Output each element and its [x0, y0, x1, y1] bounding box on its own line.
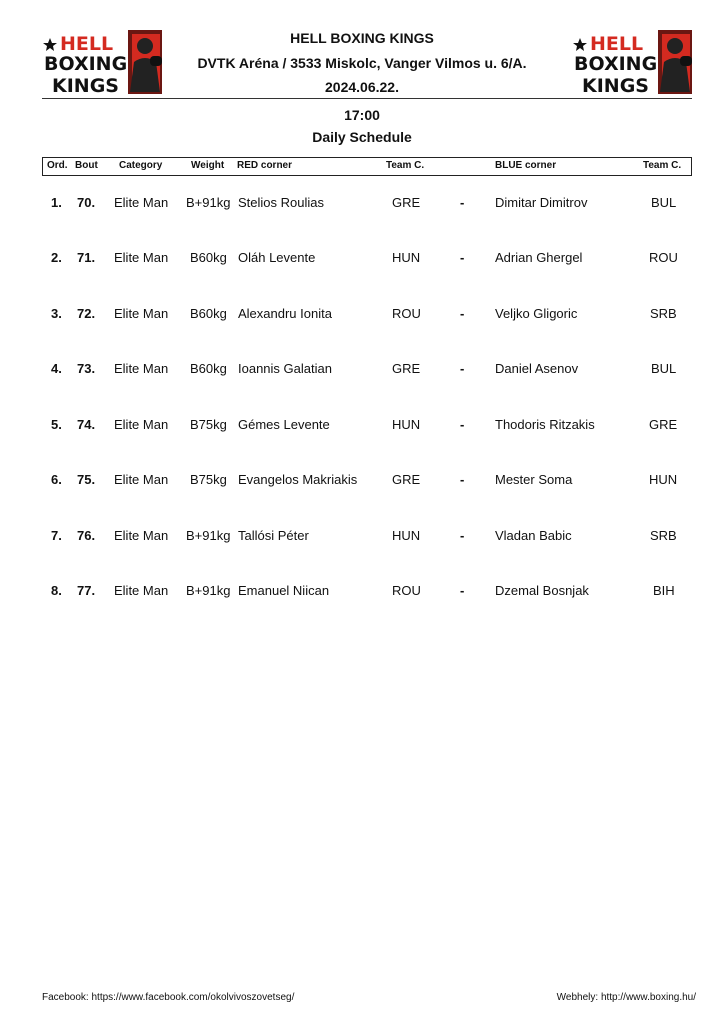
row-ord: 4. [51, 361, 62, 376]
svg-text:HELL: HELL [590, 33, 644, 55]
col-blue-corner: BLUE corner [495, 160, 557, 171]
row-red-boxer: Evangelos Makriakis [238, 472, 358, 487]
row-category: Elite Man [114, 528, 169, 543]
row-weight: B+91kg [186, 528, 231, 543]
row-separator: - [460, 417, 465, 432]
row-category: Elite Man [114, 306, 169, 321]
row-separator: - [460, 528, 465, 543]
row-separator: - [460, 472, 465, 487]
svg-text:BOXING: BOXING [44, 53, 128, 75]
row-bout: 73. [77, 361, 96, 376]
row-blue-boxer: Thodoris Ritzakis [495, 417, 595, 432]
start-time: 17:00 [344, 107, 380, 123]
row-red-boxer: Stelios Roulias [238, 195, 324, 210]
row-weight: B60kg [190, 306, 227, 321]
footer-website-link[interactable]: Webhely: http://www.boxing.hu/ [556, 992, 696, 1003]
row-red-team: HUN [392, 528, 421, 543]
row-separator: - [460, 250, 465, 265]
row-red-boxer: Oláh Levente [238, 250, 316, 265]
row-blue-boxer: Adrian Ghergel [495, 250, 583, 265]
row-bout: 75. [77, 472, 96, 487]
row-blue-boxer: Mester Soma [495, 472, 573, 487]
row-red-team: GRE [392, 195, 421, 210]
row-ord: 3. [51, 306, 62, 321]
row-ord: 8. [51, 583, 62, 598]
svg-text:BOXING: BOXING [574, 53, 658, 75]
row-red-boxer: Tallósi Péter [238, 528, 309, 543]
table-header [42, 157, 692, 176]
row-ord: 7. [51, 528, 62, 543]
event-date: 2024.06.22. [325, 79, 399, 95]
row-blue-team: BUL [651, 195, 677, 210]
row-blue-boxer: Dimitar Dimitrov [495, 195, 588, 210]
row-blue-boxer: Daniel Asenov [495, 361, 579, 376]
col-bout: Bout [75, 160, 98, 171]
row-blue-boxer: Veljko Gligoric [495, 306, 578, 321]
svg-text:HELL: HELL [60, 33, 114, 55]
col-weight: Weight [191, 160, 225, 171]
svg-text:KINGS: KINGS [582, 75, 649, 96]
event-title: HELL BOXING KINGS [290, 30, 434, 46]
row-bout: 72. [77, 306, 96, 321]
venue-address: DVTK Aréna / 3533 Miskolc, Vanger Vilmos u. 6/A. [197, 55, 527, 71]
col-category: Category [119, 160, 163, 171]
row-red-boxer: Emanuel Niican [238, 583, 330, 598]
row-weight: B60kg [190, 250, 227, 265]
row-blue-team: SRB [650, 528, 677, 543]
row-bout: 70. [77, 195, 96, 210]
row-blue-boxer: Dzemal Bosnjak [495, 583, 589, 598]
col-team-red: Team C. [386, 160, 425, 171]
row-blue-team: ROU [649, 250, 678, 265]
row-red-team: GRE [392, 361, 421, 376]
table-row [0, 306, 724, 324]
row-category: Elite Man [114, 250, 169, 265]
row-bout: 77. [77, 583, 96, 598]
row-weight: B60kg [190, 361, 227, 376]
row-weight: B+91kg [186, 583, 231, 598]
table-row [0, 528, 724, 546]
schedule-title: Daily Schedule [312, 129, 412, 145]
row-category: Elite Man [114, 472, 169, 487]
row-weight: B75kg [190, 472, 227, 487]
footer-facebook-link[interactable]: Facebook: https://www.facebook.com/okolvivoszovetseg/ [42, 992, 295, 1003]
row-ord: 2. [51, 250, 62, 265]
row-bout: 71. [77, 250, 96, 265]
table-row [0, 195, 724, 213]
col-ord: Ord. [47, 160, 68, 171]
row-blue-team: SRB [650, 306, 677, 321]
header-divider [42, 98, 692, 99]
row-ord: 6. [51, 472, 62, 487]
row-category: Elite Man [114, 195, 169, 210]
col-red-corner: RED corner [237, 160, 293, 171]
row-blue-team: BUL [651, 361, 677, 376]
table-row [0, 472, 724, 490]
col-team-blue: Team C. [643, 160, 682, 171]
row-bout: 76. [77, 528, 96, 543]
row-blue-boxer: Vladan Babic [495, 528, 572, 543]
row-bout: 74. [77, 417, 96, 432]
table-row [0, 417, 724, 435]
row-separator: - [460, 306, 465, 321]
row-category: Elite Man [114, 417, 169, 432]
row-red-boxer: Alexandru Ionita [238, 306, 332, 321]
row-separator: - [460, 583, 465, 598]
row-ord: 5. [51, 417, 62, 432]
row-category: Elite Man [114, 583, 169, 598]
row-separator: - [460, 195, 465, 210]
row-category: Elite Man [114, 361, 169, 376]
row-red-team: GRE [392, 472, 421, 487]
hell-boxing-kings-logo-right [572, 28, 694, 96]
table-row [0, 583, 724, 601]
row-red-team: HUN [392, 417, 421, 432]
table-row [0, 250, 724, 268]
row-separator: - [460, 361, 465, 376]
hell-boxing-kings-logo-left [42, 28, 164, 96]
svg-text:KINGS: KINGS [52, 75, 119, 96]
row-red-team: ROU [392, 306, 421, 321]
row-blue-team: HUN [649, 472, 678, 487]
row-weight: B+91kg [186, 195, 231, 210]
row-weight: B75kg [190, 417, 227, 432]
row-red-boxer: Ioannis Galatian [238, 361, 332, 376]
table-row [0, 361, 724, 379]
row-red-team: HUN [392, 250, 421, 265]
row-ord: 1. [51, 195, 62, 210]
row-red-boxer: Gémes Levente [238, 417, 330, 432]
row-red-team: ROU [392, 583, 421, 598]
row-blue-team: GRE [649, 417, 678, 432]
row-blue-team: BIH [653, 583, 675, 598]
